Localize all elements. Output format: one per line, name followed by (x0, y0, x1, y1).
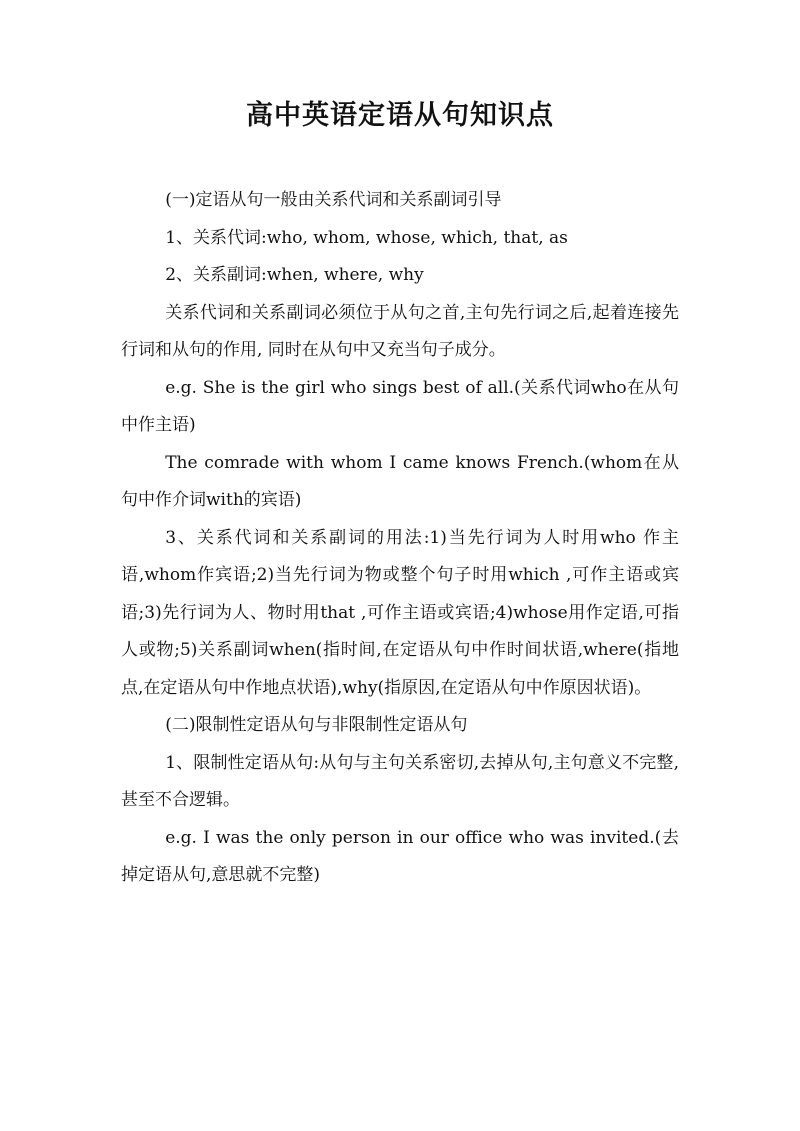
paragraph: 2、关系副词:when, where, why (165, 265, 424, 285)
paragraph: (一)定语从句一般由关系代词和关系副词引导 (165, 190, 502, 210)
paragraph: (二)限制性定语从句与非限制性定语从句 (165, 715, 468, 735)
paragraph: e.g. She is the girl who sings best of all.(关系代词who在从句中作主语) (121, 377, 679, 435)
paragraph: 3、关系代词和关系副词的用法:1)当先行词为人时用who 作主语,whom作宾语;2)当先行词为物或整个句子时用which ,可作主语或宾语;3)先行词为人、物时用that ,可作主语或宾语;4)whose用作定语,可指人或物;5)关系副词when(指时间,在定语从句中作时间状语,where(指地点,在定语从句中作地点状语),why(指原因,在定语从句中作原因状语)。 (121, 527, 679, 698)
paragraph: 1、关系代词:who, whom, whose, which, that, as (165, 227, 568, 248)
paragraph: The comrade with whom I came knows French.(whom在从句中作介词with的宾语) (121, 452, 679, 510)
paragraph: 关系代词和关系副词必须位于从句之首,主句先行词之后,起着连接先行词和从句的作用, 同时在从句中又充当句子成分。 (121, 302, 679, 360)
paragraph: 1、限制性定语从句:从句与主句关系密切,去掉从句,主句意义不完整,甚至不合逻辑。 (121, 752, 679, 810)
paragraph: e.g. I was the only person in our office who was invited.(去掉定语从句,意思就不完整) (121, 827, 679, 885)
document-title: 高中英语定语从句知识点 (246, 100, 554, 131)
document-body (121, 182, 679, 895)
